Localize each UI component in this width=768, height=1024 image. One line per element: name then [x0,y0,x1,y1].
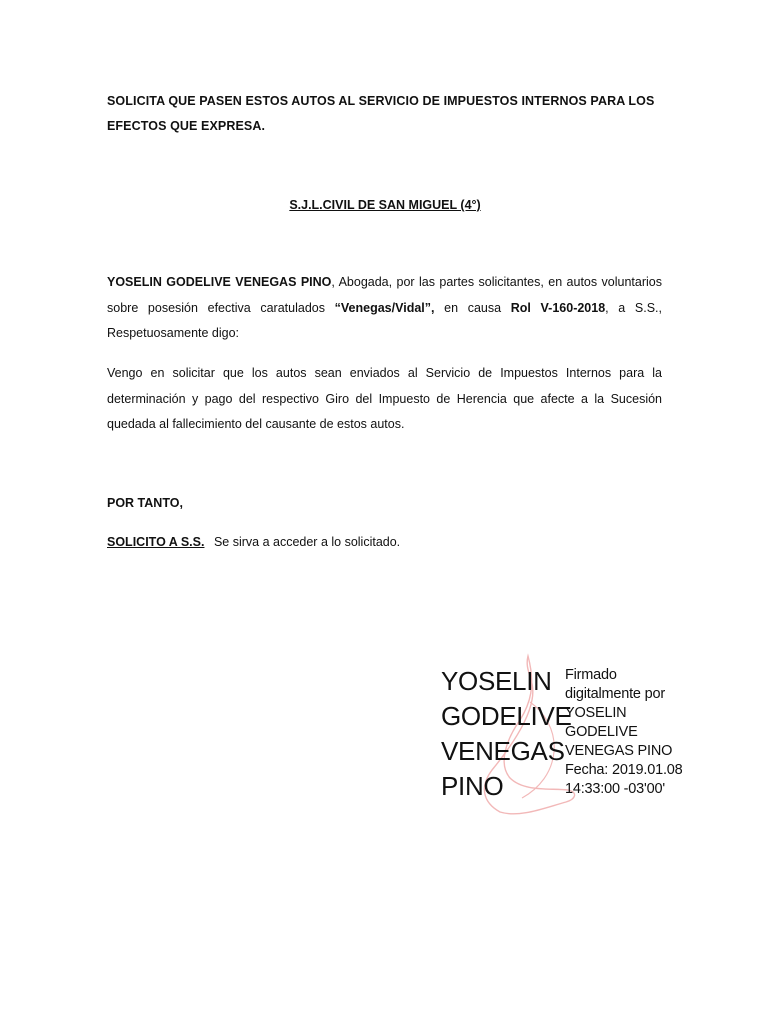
petition-label: SOLICITO A S.S. [107,535,205,549]
signature-name-block [441,664,572,804]
signature-name-line: VENEGAS [441,736,565,766]
intro-text-c: , a S.S., Respetuosamente digo: [107,300,663,340]
intro-text-a: , Abogada, por las partes solicitantes, en autos voluntarios sobre posesión efectiva caratulados [107,275,662,315]
petition-text: Se sirva a acceder a lo solicitado. [213,535,401,549]
signature-name-line: PINO [441,771,504,801]
signature-name-line: GODELIVE [441,701,572,731]
signature-details-block [565,666,683,799]
signature-detail-line: Firmado [565,667,617,683]
court-heading-text: S.J.L.CIVIL DE SAN MIGUEL (4°) [289,198,481,212]
intro-text-b: en causa [434,300,511,315]
petition-line [107,531,400,553]
signature-detail-line: 14:33:00 -03'00' [565,781,665,797]
signature-detail-line: YOSELIN [565,705,627,721]
request-paragraph: Vengo en solicitar que los autos sean enviados al Servicio de Impuestos Internos para la determinación y pago del respectivo Giro del Impuesto de Herencia que afecte a la Sucesión quedada al fallecimiento del causante de estos autos. [107,366,662,431]
case-rol: Rol V-160-2018 [510,300,606,315]
por-tanto-heading: POR TANTO, [107,496,183,510]
lawyer-name: YOSELIN GODELIVE VENEGAS PINO [107,275,332,289]
intro-paragraph [107,270,662,347]
signature-name-line: YOSELIN [441,666,552,696]
signature-detail-line: GODELIVE [565,724,638,740]
signature-detail-line: digitalmente por [565,686,665,702]
case-caption: “Venegas/Vidal”, [334,300,435,315]
court-heading [107,194,663,216]
signature-detail-line: Fecha: 2019.01.08 [565,762,683,778]
signature-detail-line: VENEGAS PINO [565,743,673,759]
document-sumilla: SOLICITA QUE PASEN ESTOS AUTOS AL SERVICIO DE IMPUESTOS INTERNOS PARA LOS EFECTOS QUE EXPRESA. [107,94,655,133]
